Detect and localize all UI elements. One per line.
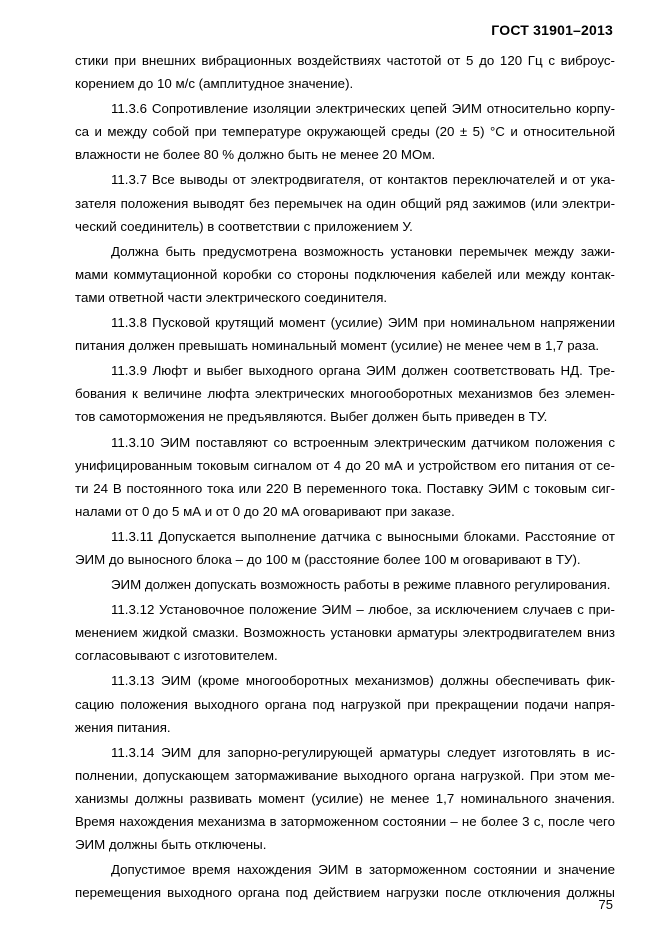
text-line: зателя положения выводят без перемычек на один общий ряд зажимов (или электри- (75, 195, 615, 211)
text-line: налами от 0 до 5 мА и от 0 до 20 мА оговаривают при заказе. (75, 503, 455, 519)
text-line: ЭИМ до выносного блока – до 100 м (расстояние более 100 м оговаривают в ТУ). (75, 551, 581, 567)
text-line: тов самоторможения не предъявляются. Выбег должен быть приведен в ТУ. (75, 409, 548, 425)
text-line: менением жидкой смазки. Возможность установки арматуры электродвигателем вниз (75, 625, 615, 641)
text-line: унифицированным токовым сигналом от 4 до 20 мА и устройством его питания от се- (75, 457, 615, 473)
text-line: бования к величине люфта электрических многооборотных механизмов без элемен- (75, 386, 615, 402)
standard-header: ГОСТ 31901–2013 (491, 22, 613, 38)
text-line: стики при внешних вибрационных воздействиях частотой от 5 до 120 Гц с виброус- (75, 53, 615, 68)
text-line: 11.3.7 Все выводы от электродвигателя, от контактов переключателей и от ука- (111, 172, 615, 188)
paragraph (75, 858, 615, 904)
paragraph (75, 573, 615, 596)
text-line: сацию положения выходного органа под нагрузкой при прекращении подачи напря- (75, 696, 615, 712)
paragraph (75, 311, 615, 357)
text-line: корением до 10 м/с (амплитудное значение). (75, 76, 354, 92)
text-line: 11.3.13 ЭИМ (кроме многооборотных механизмов) должны обеспечивать фик- (111, 673, 615, 689)
paragraph (75, 669, 615, 738)
text-line: 11.3.10 ЭИМ поставляют со встроенным электрическим датчиком положения с (111, 434, 615, 450)
paragraph (75, 525, 615, 571)
text-line: Допустимое время нахождения ЭИМ в заторможенном состоянии и значение (111, 862, 615, 878)
text-line: питания должен превышать номинальный момент (усилие) не менее чем в 1,7 раза. (75, 338, 600, 354)
paragraph (75, 359, 615, 428)
text-line: 11.3.6 Сопротивление изоляции электрических цепей ЭИМ относительно корпу- (111, 101, 615, 117)
text-line: жения питания. (75, 719, 171, 735)
text-line: Должна быть предусмотрена возможность установки перемычек между зажи- (111, 243, 615, 259)
paragraph (75, 598, 615, 667)
paragraph (75, 97, 615, 166)
text-line: 11.3.11 Допускается выполнение датчика с выносными блоками. Расстояние от (111, 528, 615, 544)
text-line: мами коммутационной коробки со стороны подключения кабелей или между контак- (75, 266, 615, 282)
text-line: ЭИМ должны быть отключены. (75, 837, 267, 853)
text-line: полнении, допускающем затормаживание выходного органа нагрузкой. При этом ме- (75, 767, 615, 783)
paragraph (75, 741, 615, 856)
paragraph (75, 49, 615, 95)
text-line: перемещения выходного органа под действием нагрузки после отключения должны (75, 885, 615, 901)
document-body (75, 49, 615, 904)
paragraph (75, 240, 615, 309)
text-line: ти 24 В постоянного тока или 220 В переменного тока. Поставку ЭИМ с токовым сиг- (75, 480, 615, 496)
text-line: 11.3.8 Пусковой крутящий момент (усилие) ЭИМ при номинальном напряжении (111, 315, 615, 331)
paragraph (75, 168, 615, 237)
text-line: 11.3.14 ЭИМ для запорно-регулирующей арматуры следует изготовлять в ис- (111, 744, 615, 760)
page-number: 75 (598, 897, 613, 912)
text-line: 11.3.12 Установочное положение ЭИМ – любое, за исключением случаев с при- (111, 602, 615, 618)
text-line: влажности не более 80 % должно быть не менее 20 МОм. (75, 147, 436, 163)
text-line: ханизмы должны развивать момент (усилие) не менее 1,7 номинального значения. (75, 790, 615, 806)
text-line: ЭИМ должен допускать возможность работы в режиме плавного регулирования. (111, 577, 611, 593)
text-line: Время нахождения механизма в заторможенном состоянии – не более 3 с, после чего (75, 814, 615, 829)
paragraph (75, 431, 615, 523)
text-line: са и между собой при температуре окружающей среды (20 ± 5) °С и относительной (75, 124, 615, 140)
text-line: 11.3.9 Люфт и выбег выходного органа ЭИМ должен соответствовать НД. Тре- (111, 363, 615, 379)
text-line: тами ответной части электрического соединителя. (75, 289, 388, 305)
text-line: согласовывают с изготовителем. (75, 648, 278, 664)
text-line: ческий соединитель) в соответствии с приложением У. (75, 218, 413, 234)
